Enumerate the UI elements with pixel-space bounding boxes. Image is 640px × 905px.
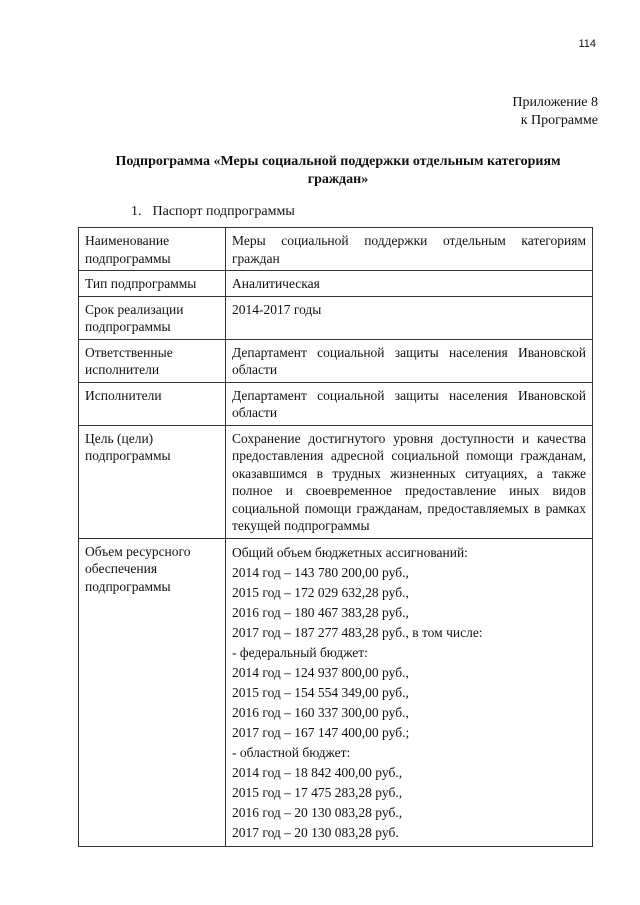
row-label — [79, 271, 226, 297]
budget-line: 2017 год – 20 130 083,28 руб. — [232, 825, 399, 840]
subprogram-heading — [88, 153, 588, 189]
table-row — [79, 271, 593, 297]
budget-line: 2017 год – 187 277 483,28 руб., в том числе: — [232, 625, 483, 640]
budget-line: 2014 год – 124 937 800,00 руб., — [232, 665, 409, 680]
budget-line: 2014 год – 143 780 200,00 руб., — [232, 565, 409, 580]
row-value: Департамент социальной защиты населения Ивановской области — [226, 339, 593, 382]
label-line: Ответственные — [85, 344, 173, 360]
label-line: исполнители — [85, 362, 160, 377]
heading-line-1: Подпрограмма «Меры социальной поддержки отдельным категориям — [115, 154, 561, 169]
row-value: Аналитическая — [226, 271, 593, 297]
page-number: 114 — [578, 38, 596, 50]
budget-line: 2015 год – 172 029 632,28 руб., — [232, 585, 409, 600]
row-label — [79, 228, 226, 271]
table-row — [79, 425, 593, 538]
section-number: 1. — [131, 204, 142, 219]
table-row — [79, 382, 593, 425]
label-line: Цель (цели) — [85, 430, 154, 446]
table-row — [79, 339, 593, 382]
row-label — [79, 382, 226, 425]
row-value: Сохранение достигнутого уровня доступности и качества предоставления адресной социальной помощи гражданам, оказавшимся в трудных жизненных ситуациях, а также полное и своевременное предоставление иных видов социальной помощи гражданам, предоставляемых в рамках текущей подпрограммы — [226, 425, 593, 538]
budget-line: 2015 год – 154 554 349,00 руб., — [232, 685, 409, 700]
label-line: Тип подпрограммы — [85, 276, 197, 291]
row-label — [79, 425, 226, 538]
row-label — [79, 339, 226, 382]
label-line: Объем ресурсного — [85, 543, 191, 559]
row-label — [79, 296, 226, 339]
label-line: Наименование — [85, 233, 170, 248]
budget-line: 2016 год – 20 130 083,28 руб., — [232, 805, 403, 820]
appendix-line-2: к Программе — [520, 113, 598, 128]
label-line: Исполнители — [85, 387, 162, 403]
row-label — [79, 538, 226, 846]
label-line: подпрограммы — [85, 319, 171, 334]
label-line: подпрограммы — [85, 250, 171, 266]
budget-cell — [226, 538, 593, 846]
section-title-text: Паспорт подпрограммы — [152, 204, 295, 219]
label-line: подпрограммы — [85, 578, 171, 594]
table-row — [79, 296, 593, 339]
budget-line: 2017 год – 167 147 400,00 руб.; — [232, 725, 410, 740]
section-title — [131, 203, 295, 221]
label-line: Срок реализации — [85, 301, 184, 317]
budget-line: 2015 год – 17 475 283,28 руб., — [232, 785, 403, 800]
passport-table — [78, 227, 593, 847]
budget-line: 2016 год – 160 337 300,00 руб., — [232, 705, 409, 720]
row-value: Департамент социальной защиты населения Ивановской области — [226, 382, 593, 425]
budget-line: 2014 год – 18 842 400,00 руб., — [232, 765, 403, 780]
row-value: Меры социальной поддержки отдельным категориям граждан — [226, 228, 593, 271]
budget-line: Общий объем бюджетных ассигнований: — [232, 545, 468, 560]
heading-line-2: граждан» — [307, 172, 369, 187]
label-line: обеспечения — [85, 561, 158, 576]
budget-line: - областной бюджет: — [232, 745, 351, 760]
budget-line: - федеральный бюджет: — [232, 645, 368, 660]
budget-line: 2016 год – 180 467 383,28 руб., — [232, 605, 409, 620]
row-value: 2014-2017 годы — [226, 296, 593, 339]
appendix-line-1: Приложение 8 — [512, 95, 598, 110]
label-line: подпрограммы — [85, 448, 171, 463]
appendix-reference — [512, 94, 598, 130]
table-row — [79, 228, 593, 271]
table-row — [79, 538, 593, 846]
